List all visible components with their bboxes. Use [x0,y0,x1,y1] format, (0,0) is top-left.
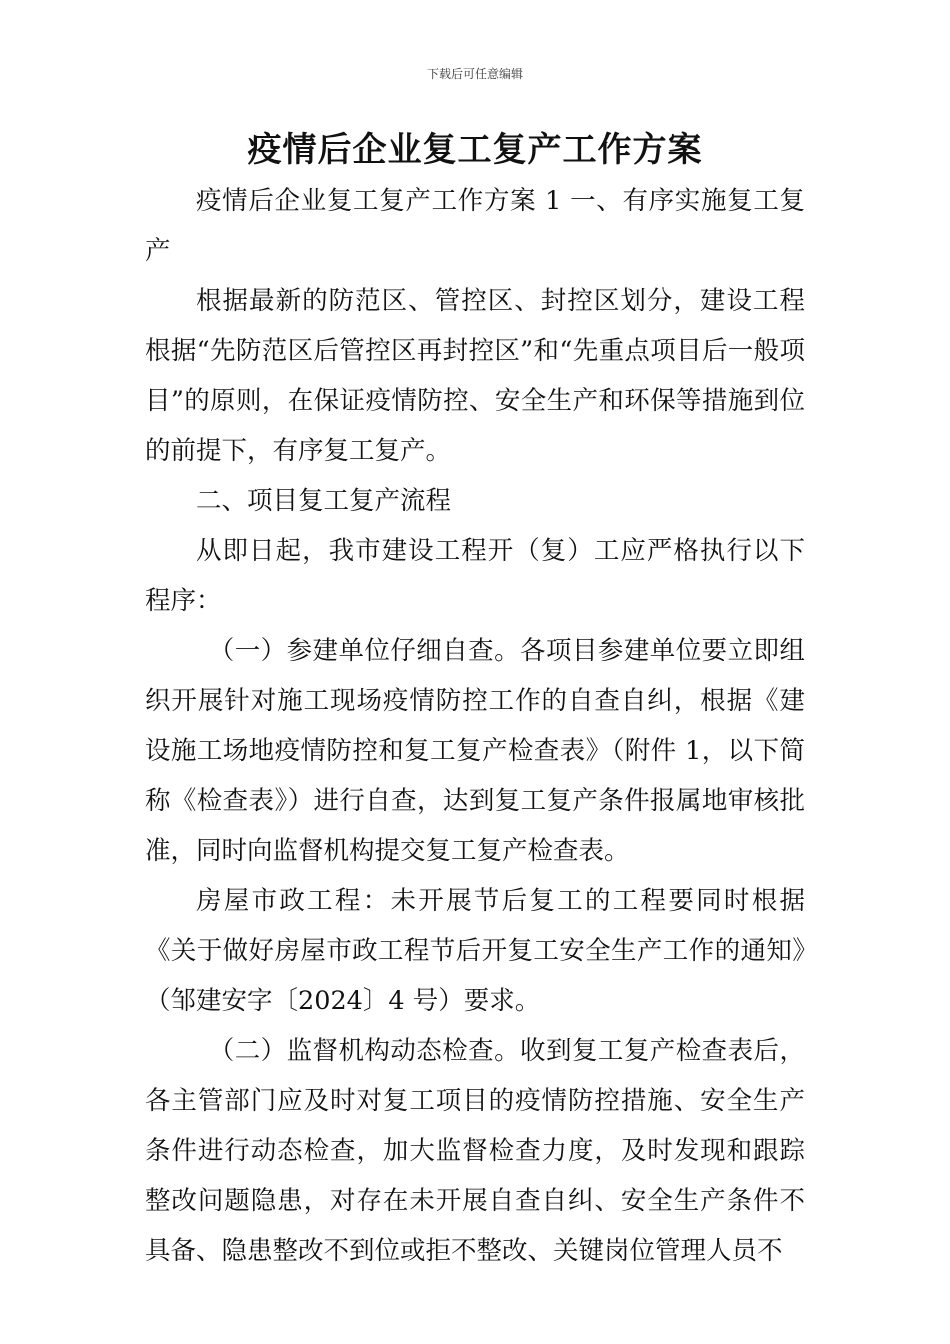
paragraph-2: 从即日起，我市建设工程开（复）工应严格执行以下程序： [145,536,805,616]
document-body [145,176,805,1276]
paragraph-5: （二）监督机构动态检查。收到复工复产检查表后，各主管部门应及时对复工项目的疫情防控措施、安全生产条件进行动态检查，加大监督检查力度，及时发现和跟踪整改问题隐患，对存在未开展自查自纠、安全生产条件不具备、隐患整改不到位或拒不整改、关键岗位管理人员不 [145,1036,805,1266]
document-title: 疫情后企业复工复产工作方案 [247,130,703,170]
section-heading-2: 二、项目复工复产流程 [196,486,452,516]
paragraph-1: 根据最新的防范区、管控区、封控区划分，建设工程根据“先防范区后管控区再封控区”和“先重点项目后一般项目”的原则，在保证疫情防控、安全生产和环保等措施到位的前提下，有序复工复产。 [145,286,805,466]
paragraph-intro: 疫情后企业复工复产工作方案 1 一、有序实施复工复产 [145,186,805,266]
paragraph-3: （一）参建单位仔细自查。各项目参建单位要立即组织开展针对施工现场疫情防控工作的自查自纠，根据《建设施工场地疫情防控和复工复产检查表》（附件 1，以下简称《检查表》）进行自查，达到复工复产条件报属地审核批准，同时向监督机构提交复工复产检查表。 [145,636,805,866]
header-note: 下载后可任意编辑 [426,67,523,81]
paragraph-4: 房屋市政工程：未开展节后复工的工程要同时根据《关于做好房屋市政工程节后开复工安全生产工作的通知》（邹建安字〔2024〕4 号）要求。 [145,886,805,1016]
